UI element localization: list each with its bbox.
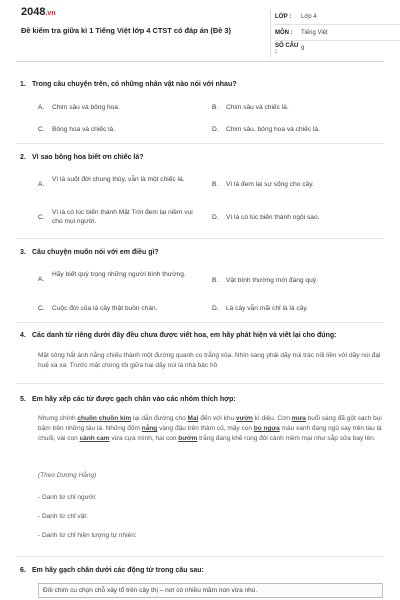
- meta-key: SỐ CÂU :: [275, 43, 299, 55]
- passage-text: [38, 414, 383, 444]
- underlined-word: bướm: [178, 435, 198, 442]
- sentence-box[interactable]: Đôi chim cu chọn chỗ xây tổ trên cây thị – nơi có nhiều mầm non vừa nhú.: [38, 583, 383, 598]
- option-letter: A.: [38, 181, 45, 188]
- underlined-word: mưa: [291, 415, 306, 422]
- passage-text: Mặt sông hắt ánh nắng chiếu thành một đường quanh co trắng xóa. Nhìn sang phải dãy núi trác nối liền với dãy núi đại huệ xa xa. Trước mặt chúng tôi giữa hai dãy núi là nhà bác hồ: [38, 352, 381, 369]
- divider: [16, 143, 384, 144]
- option-c[interactable]: [38, 125, 197, 134]
- underlined-word: cánh cam: [79, 435, 110, 442]
- question-text: Em hãy gạch chân dưới các động từ trong câu sau:: [32, 567, 204, 574]
- site-logo[interactable]: [21, 6, 56, 18]
- divider: [16, 556, 384, 557]
- passage-segment: vàng đậu trên thảm cỏ, mấy con: [157, 425, 254, 432]
- option-c[interactable]: [38, 304, 197, 313]
- divider: [16, 238, 384, 239]
- worksheet-header: [16, 0, 384, 62]
- divider: [16, 322, 384, 323]
- option-text: Vật bình thường mới đáng quý.: [226, 277, 318, 284]
- option-text: Lá cây vẫn mãi chỉ là lá cây.: [226, 305, 308, 312]
- question-number: 4.: [20, 332, 26, 339]
- answer-field-person[interactable]: - Danh từ chỉ người:: [38, 494, 97, 501]
- option-letter: C.: [38, 305, 45, 312]
- question-number: 2.: [20, 154, 26, 161]
- option-letter: D.: [212, 214, 219, 221]
- meta-key: LỚP :: [275, 13, 292, 20]
- option-b[interactable]: [212, 103, 371, 112]
- question-text: Các danh từ riêng dưới đây đều chưa được viết hoa, em hãy phát hiện và viết lại cho đúng:: [32, 332, 337, 339]
- divider: [16, 383, 384, 384]
- option-c[interactable]: [38, 208, 197, 226]
- option-text: Vì lá đem lại sự sống cho cây.: [226, 181, 314, 188]
- option-text: Chim sâu và chiếc lá.: [226, 104, 289, 111]
- question-number: 5.: [20, 396, 26, 403]
- answer-field-object[interactable]: - Danh từ chỉ vật:: [38, 513, 88, 520]
- exam-meta-table: [270, 9, 400, 57]
- underlined-word: Mai: [187, 415, 199, 422]
- option-text: Chim sâu và bông hoa.: [52, 104, 120, 111]
- question-number: 1.: [20, 81, 26, 88]
- meta-row-subject: [275, 25, 400, 41]
- logo-number: 2048: [21, 6, 46, 18]
- question-1: [16, 80, 384, 89]
- underlined-word: chuồn chuồn kim: [77, 415, 132, 422]
- underlined-word: bọ ngựa: [253, 425, 280, 432]
- meta-row-grade: [275, 9, 400, 25]
- passage-segment: kì diệu. Cơn: [252, 415, 292, 422]
- option-d[interactable]: [212, 213, 371, 222]
- option-text: Bông hoa và chiếc lá.: [52, 126, 116, 133]
- option-text: Vì lá có lúc biến thành ngôi sao.: [226, 214, 320, 221]
- option-text: Hãy biết quý trọng những người bình thường.: [52, 271, 186, 278]
- passage-segment: trắng đang khẽ rung đôi cánh mềm mại như sắp sửa bay lên.: [197, 435, 376, 442]
- question-6: [16, 566, 384, 575]
- option-text: Vì lá có lúc biến thành Mặt Trời đem lại niềm vui cho mọi người.: [52, 209, 193, 225]
- option-b[interactable]: [212, 180, 371, 189]
- option-b[interactable]: [212, 276, 371, 285]
- option-letter: B.: [212, 181, 219, 188]
- option-d[interactable]: [212, 304, 371, 313]
- option-letter: C.: [38, 126, 45, 133]
- option-letter: A.: [38, 276, 45, 283]
- option-letter: C.: [38, 214, 45, 221]
- passage-segment: màu xanh đang ngủ say trên tàu lá chuối, vài con: [38, 425, 382, 442]
- passage-source: (Theo Dương Hằng): [38, 472, 97, 479]
- question-5: [16, 395, 384, 404]
- meta-value: Tiếng Việt: [301, 29, 328, 36]
- option-letter: D.: [212, 305, 219, 312]
- meta-key: MÔN :: [275, 29, 293, 36]
- option-letter: B.: [212, 277, 219, 284]
- passage-segment: buổi sáng đã gột sạch bụi bặm trên những tàu lá. Những đốm: [38, 415, 382, 432]
- question-4: [16, 331, 384, 340]
- question-2: [16, 153, 384, 162]
- option-text: Chim sâu, bông hoa và chiếc lá.: [226, 126, 320, 133]
- meta-value: 9: [301, 46, 305, 52]
- logo-suffix: .vn: [45, 10, 56, 17]
- passage-segment: Nhưng chính: [38, 415, 78, 422]
- underlined-word: nắng: [141, 425, 158, 432]
- meta-value: Lớp 4: [301, 13, 317, 20]
- page-title: Đề kiểm tra giữa kì 1 Tiếng Việt lớp 4 CTST có đáp án (Đề 3): [21, 26, 231, 35]
- meta-row-question-count: [275, 41, 400, 57]
- option-a[interactable]: [38, 270, 197, 284]
- option-d[interactable]: [212, 125, 371, 134]
- question-text: Vì sao bông hoa biết ơn chiếc lá?: [32, 154, 144, 161]
- option-a[interactable]: [38, 175, 197, 189]
- option-text: Cuộc đời của lá cây thật buồn chán.: [52, 305, 158, 312]
- option-letter: D.: [212, 126, 219, 133]
- option-letter: B.: [212, 104, 219, 111]
- question-number: 3.: [20, 249, 26, 256]
- option-text: Vì lá suốt đời chung thủy, vẫn là một chiếc lá.: [52, 176, 185, 183]
- option-a[interactable]: [38, 103, 197, 112]
- passage-segment: đến với khu: [198, 415, 236, 422]
- underlined-word: vườn: [235, 415, 253, 422]
- question-text: Em hãy xếp các từ được gạch chân vào các nhóm thích hợp:: [32, 396, 236, 403]
- option-letter: A.: [38, 104, 45, 111]
- passage-segment: vừa cựa mình, hai con: [109, 435, 179, 442]
- question-text: Trong câu chuyện trên, có những nhân vật nào nói với nhau?: [32, 81, 237, 88]
- question-number: 6.: [20, 567, 26, 574]
- answer-field-nature[interactable]: - Danh từ chỉ hiện tượng tự nhiên:: [38, 532, 137, 539]
- question-text: Câu chuyện muốn nói với em điều gì?: [32, 249, 159, 256]
- passage-segment: lại dẫn đường cho: [131, 415, 188, 422]
- question-3: [16, 248, 384, 257]
